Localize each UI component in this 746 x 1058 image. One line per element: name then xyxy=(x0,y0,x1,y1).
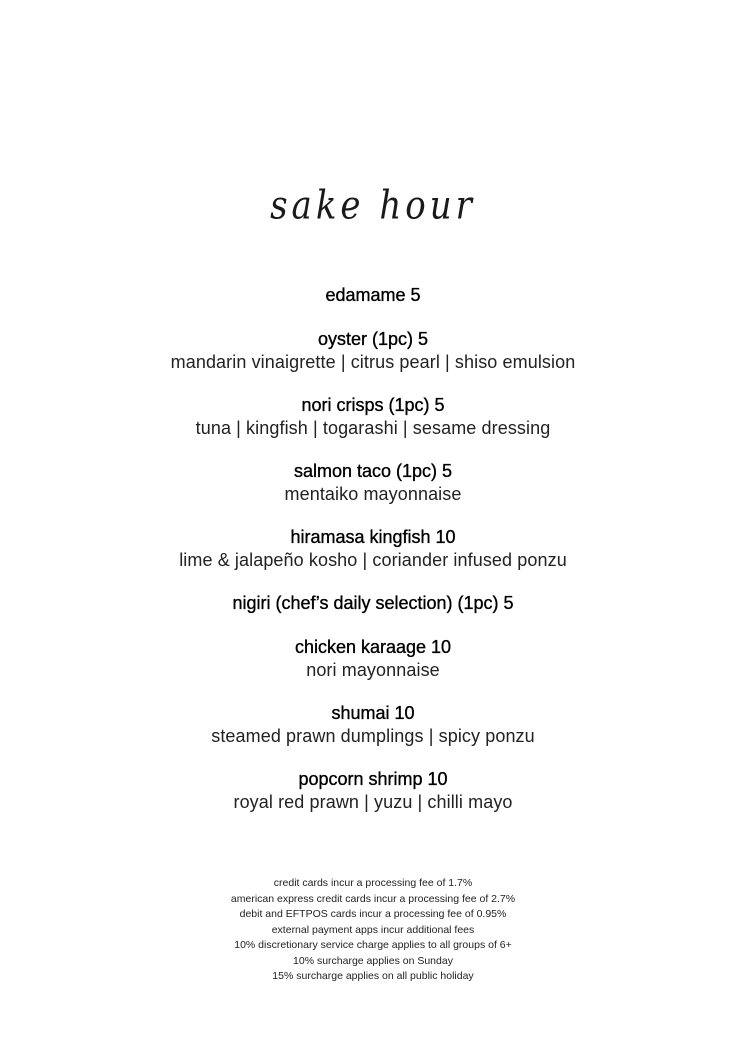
menu-item-description: royal red prawn | yuzu | chilli mayo xyxy=(233,792,513,812)
menu-item xyxy=(0,636,746,681)
menu-item-name: hiramasa kingfish 10 xyxy=(290,527,456,547)
menu-item xyxy=(0,768,746,813)
menu-item-name: oyster (1pc) 5 xyxy=(317,329,429,349)
fine-print xyxy=(0,876,746,985)
menu-item-name: nigiri (chef’s daily selection) (1pc) 5 xyxy=(232,593,514,613)
menu-item-name: chicken karaage 10 xyxy=(294,637,452,657)
menu-item xyxy=(0,284,746,307)
menu-item xyxy=(0,394,746,439)
menu-item-description: tuna | kingfish | togarashi | sesame dressing xyxy=(195,418,551,438)
fine-print-line: american express credit cards incur a processing fee of 2.7% xyxy=(230,892,516,905)
fine-print-line: debit and EFTPOS cards incur a processing fee of 0.95% xyxy=(239,908,507,920)
menu-item-name: edamame 5 xyxy=(325,285,421,305)
menu-item xyxy=(0,328,746,373)
fine-print-line: credit cards incur a processing fee of 1.7% xyxy=(273,877,473,889)
fine-print-line: 15% surcharge applies on all public holiday xyxy=(272,970,474,982)
menu-item-name: popcorn shrimp 10 xyxy=(298,769,448,789)
menu-item-description: steamed prawn dumplings | spicy ponzu xyxy=(211,726,535,746)
fine-print-line: 10% surcharge applies on Sunday xyxy=(293,954,453,967)
menu-item-name: nori crisps (1pc) 5 xyxy=(301,395,445,415)
fine-print-line: external payment apps incur additional fees xyxy=(271,923,475,936)
menu-item xyxy=(0,592,746,615)
menu-item-description: mandarin vinaigrette | citrus pearl | shiso emulsion xyxy=(170,352,576,372)
menu-item-name: salmon taco (1pc) 5 xyxy=(293,461,453,481)
menu-list xyxy=(0,284,746,834)
menu-item-description: mentaiko mayonnaise xyxy=(284,484,462,504)
menu-item xyxy=(0,702,746,747)
fine-print-line: 10% discretionary service charge applies to all groups of 6+ xyxy=(234,939,512,951)
menu-item xyxy=(0,526,746,571)
menu-item-description: lime & jalapeño kosho | coriander infused ponzu xyxy=(179,550,567,570)
menu-item-description: nori mayonnaise xyxy=(306,660,440,680)
menu-item-name: shumai 10 xyxy=(331,703,415,723)
menu-item xyxy=(0,460,746,505)
menu-title: sake hour xyxy=(270,183,476,229)
